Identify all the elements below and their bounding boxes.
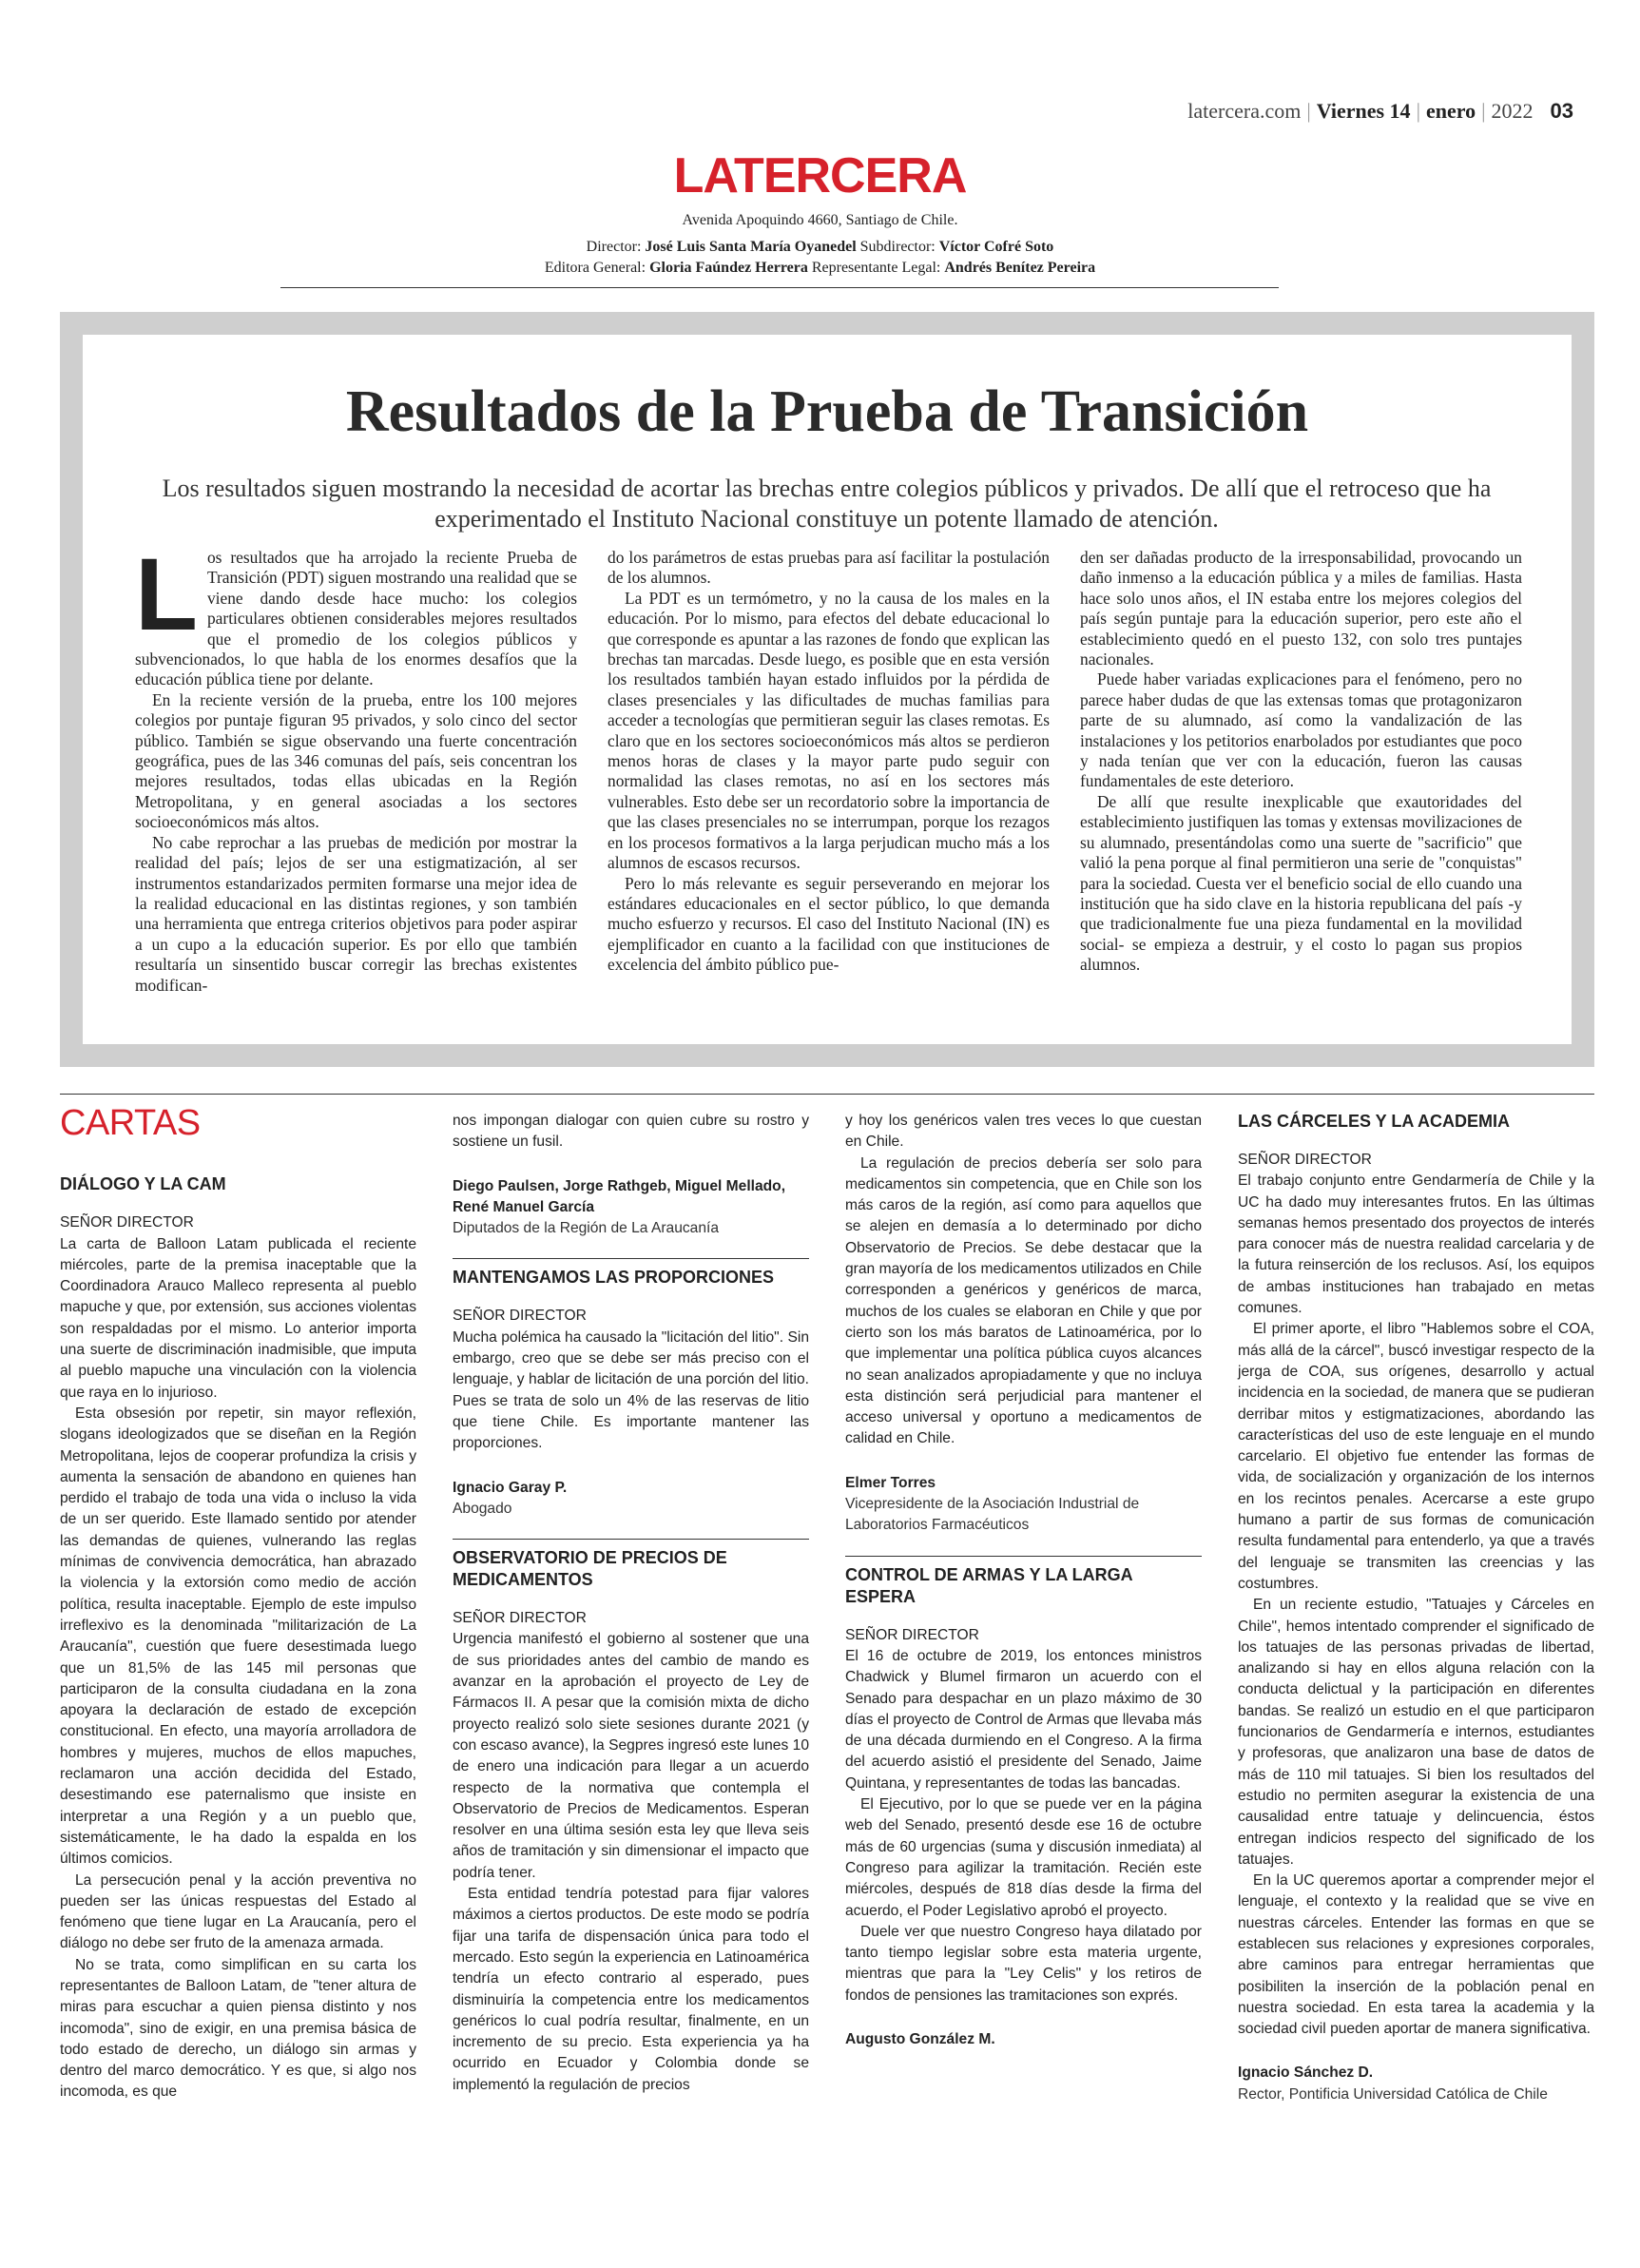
letter-signer-role: Diputados de la Región de La Araucanía xyxy=(453,1220,720,1237)
editorial-column-2 xyxy=(608,548,1050,996)
letter-paragraph: El 16 de octubre de 2019, los entonces ministros Chadwick y Blumel firmaron un acuerdo con el Senado para despachar en un plazo máximo de 30 días el proyecto de Control de Armas que llevaba más de una década durmiendo en el Congreso. A la firma del acuerdo asistió el presidente del Senado, Jaime Quintana, y representantes de todas las bancadas. xyxy=(845,1647,1202,1792)
editorial-subtitle: Los resultados siguen mostrando la necesidad de acortar las brechas entre colegios públicos y privados. De allí que el retroceso que ha experimentado el Instituto Nacional constituye un potente llamado de atención. xyxy=(162,475,1492,533)
cartas-column-1 xyxy=(60,1103,416,2105)
letter-title: CONTROL DE ARMAS Y LA LARGA ESPERA xyxy=(845,1564,1133,1606)
letter-paragraph: La persecución penal y la acción preventiva no pueden ser las únicas respuestas del Estado al fenómeno que tiene lugar en La Araucanía, pero el diálogo no debe ser fruto de la amenaza armada. xyxy=(60,1871,416,1952)
letter-signer: Elmer Torres xyxy=(845,1474,936,1491)
newspaper-logo: LATERCERA xyxy=(673,148,967,204)
drop-cap: L xyxy=(135,536,198,651)
letter-paragraph: El Ejecutivo, por lo que se puede ver en la página web del Senado, presentó desde ese 16 de octubre más de 60 urgencias (suma y discusión inmediata) al Congreso para agilizar la tramitación. Recién este miércoles, después de 818 días desde la firma del acuerdo, el Poder Legislativo aprobó el proyecto. xyxy=(845,1796,1202,1919)
masthead-address: Avenida Apoquindo 4660, Santiago de Chile. xyxy=(682,212,958,228)
letter-signer-role: Abogado xyxy=(453,1500,512,1517)
editorial-paragraph: En la reciente versión de la prueba, entre los 100 mejores colegios por puntaje figuran 95 privados, y solo cinco del sector público. También se sigue observando una fuerte concentración geográfica, pues de las 346 comunas del país, seis concentran los mejores resultados, todas ellas ubicadas en la Región Metropolitana, y en general asociadas a los sectores socioeconómicos más altos. xyxy=(135,689,577,832)
letter-paragraph: La carta de Balloon Latam publicada el reciente miércoles, parte de la premisa inaceptable que la Coordinadora Arauco Malleco representa al pueblo mapuche y que, por extensión, sus acciones violentas son respaldadas por el mismo. Lo anterior importa una suerte de discriminación inadmisible, que imputa al pueblo mapuche una vinculación con la violencia que raya en lo injurioso. xyxy=(60,1235,416,1401)
letter-salutation: SEÑOR DIRECTOR xyxy=(1238,1152,1372,1168)
letter-signer-role: Vicepresidente de la Asociación Industrial de Laboratorios Farmacéuticos xyxy=(845,1496,1140,1534)
editorial-paragraph: La PDT es un termómetro, y no la causa de los males en la educación. Por lo mismo, para efectos del debate educacional lo que corresponde es apuntar a las razones de fondo que explican las brechas tan marcadas. Desde luego, es posible que en esta versión los resultados también hayan estado influidos por la pérdida de clases presenciales y las dificultades de muchas familias para acceder a tecnologías que permitieran seguir las clases remotas. Es claro que en los sectores socioeconómicos más altos se perdieron menos horas de clases y la mayor parte pudo seguir con normalidad las clases remotas, no así en los sectores más vulnerables. Esto debe ser un recordatorio sobre la importancia de que las clases presenciales no se interrumpan, porque los rezagos en los procesos formativos a la larga perjudican mucho más a los alumnos de escasos recursos. xyxy=(608,588,1051,873)
letter-paragraph: y hoy los genéricos valen tres veces lo que cuestan en Chile. xyxy=(845,1113,1202,1151)
letter-salutation: SEÑOR DIRECTOR xyxy=(453,1610,587,1627)
header-month: enero xyxy=(1425,99,1476,123)
letter-title: LAS CÁRCELES Y LA ACADEMIA xyxy=(1238,1112,1511,1131)
letter-paragraph: En la UC queremos aportar a comprender mejor el lenguaje, el contexto y la realidad que se vive en nuestras cárceles. Entender las formas en que se establecen sus relaciones y expresiones corporales, abre caminos para entregar herramientas que posibiliten la inserción de la población penal en nuestra sociedad. En esta tarea la academia y la sociedad civil pueden aportar de manera significativa. xyxy=(1238,1872,1594,2038)
editorial-column-3 xyxy=(1080,548,1522,996)
editorial-column-1 xyxy=(135,536,577,996)
cartas-column-2 xyxy=(453,1111,809,2105)
page-number: 03 xyxy=(1550,99,1573,123)
letter-paragraph: nos impongan dialogar con quien cubre su rostro y sostiene un fusil. xyxy=(453,1113,809,1151)
section-divider xyxy=(60,1094,1594,1095)
letter-paragraph: Mucha polémica ha causado la "licitación del litio". Sin embargo, creo que se debe ser más preciso con el lenguaje, y hablar de licitación de una porción del litio. Pues se trata de solo un 4% de las reservas de litio que tiene Chile. Es importante mantener las proporciones. xyxy=(453,1328,809,1452)
editorial-paragraph: os resultados que ha arrojado la reciente Prueba de Transición (PDT) siguen mostrando una realidad que se viene dando desde hace mucho: los colegios particulares obtienen considerables mejores resultados que el promedio de los colegios públicos y subvencionados, lo que habla de los enormes desafíos que la educación pública tiene por delante. xyxy=(135,548,577,689)
letter-salutation: SEÑOR DIRECTOR xyxy=(60,1214,194,1231)
letter-paragraph: El primer aporte, el libro "Hablemos sobre el COA, más allá de la cárcel", buscó investigar respecto de la jerga de COA, sus orígenes, desarrollo y actual incidencia en la sociedad, de manera que se pudieran derribar mitos y estigmatizaciones, abordando las características del uso de este lenguaje en el mundo carcelario. El objetivo fue entender las formas de vida, de socialización y organización de los internos en los recintos penales. Acercarse a este grupo humano a partir de sus formas de comunicación resulta fundamental para entenderlo, ya que a través del lenguaje se transmiten las creencias y las costumbres. xyxy=(1238,1321,1594,1592)
letter-paragraph: Urgencia manifestó el gobierno al sostener que una de sus prioridades antes del cambio de mando es avanzar en la aprobación el proyecto de Ley de Fármacos II. A pesar que la comisión mixta de dicho proyecto realizó solo siete sesiones durante 2021 (y con escaso avance), la Segpres ingresó este lunes 10 de enero una indicación para llegar a un acuerdo respecto de la normativa que contempla el Observatorio de Precios de Medicamentos. Esperan resolver en una última sesión esta ley que lleva seis años de tramitación y sin dimensionar el impacto que podría tener. xyxy=(453,1631,809,1881)
letter-signers: Diego Paulsen, Jorge Rathgeb, Miguel Mellado, René Manuel García xyxy=(453,1177,786,1215)
masthead-divider xyxy=(280,287,1279,288)
header-year: 2022 xyxy=(1491,99,1534,123)
director-name: José Luis Santa María Oyanedel xyxy=(645,239,857,255)
letter-signer-role: Rector, Pontificia Universidad Católica de Chile xyxy=(1238,2085,1548,2103)
letter-paragraph: No se trata, como simplifican en su carta los representantes de Balloon Latam, de "tener altura de miras para escuchar a quien piensa distinto y nos incomoda", sino de exigir, en una premisa básica de todo estado de derecho, un diálogo sin armas y dentro del marco democrático. Y es que, si algo nos incomoda, es que xyxy=(60,1956,416,2101)
letter-signer: Ignacio Sánchez D. xyxy=(1238,2064,1374,2082)
header-day: Viernes 14 xyxy=(1316,99,1411,123)
page-header: latercera.com | Viernes 14 | enero | 2022 03 xyxy=(1187,99,1573,123)
letter-title: MANTENGAMOS LAS PROPORCIONES xyxy=(453,1268,775,1288)
letter-salutation: SEÑOR DIRECTOR xyxy=(453,1308,587,1325)
editorial-paragraph: den ser dañadas producto de la irresponsabilidad, provocando un daño inmenso a la educación pública y a miles de familias. Hasta hace solo unos años, el IN estaba entre los mejores colegios del país según puntaje para la educación superior, pero este año el establecimiento quedó en el puesto 132, con solo tres puntajes nacionales. xyxy=(1080,548,1522,669)
letter-paragraph: Duele ver que nuestro Congreso haya dilatado por tanto tiempo legislar sobre esta materia urgente, mientras que para la "Ley Celis" y los retiros de fondos de pensiones las tramitaciones son exprés. xyxy=(845,1923,1202,2004)
cartas-section-title: CARTAS xyxy=(60,1103,201,1143)
letter-signer: Ignacio Garay P. xyxy=(453,1479,568,1496)
site-name[interactable]: latercera.com xyxy=(1187,99,1302,123)
letter-salutation: SEÑOR DIRECTOR xyxy=(845,1626,979,1643)
editorial-paragraph: do los parámetros de estas pruebas para así facilitar la postulación de los alumnos. xyxy=(608,548,1050,588)
letter-divider xyxy=(453,1539,809,1540)
letter-paragraph: Esta entidad tendría potestad para fijar valores máximos a ciertos productos. De este modo se podría fijar una tarifa de dispensación única para todo el mercado. Esto según la experiencia en Latinoamérica tendría un efecto contrario al esperado, pues disminuiría la competencia entre los medicamentos genéricos lo cual podría resultar, finalmente, en un incremento de su precio. Esta experiencia ya ha ocurrido en Ecuador y Colombia donde se implementó la regulación de precios xyxy=(453,1886,809,2093)
letter-signer: Augusto González M. xyxy=(845,2030,995,2047)
masthead xyxy=(0,147,1640,279)
editora-name: Gloria Faúndez Herrera xyxy=(649,260,808,276)
cartas-section xyxy=(60,1103,1594,2105)
cartas-column-3 xyxy=(845,1111,1202,2105)
subdirector-name: Víctor Cofré Soto xyxy=(938,239,1054,255)
cartas-column-4 xyxy=(1238,1111,1594,2105)
editorial-paragraph: No cabe reprochar a las pruebas de medición por mostrar la realidad del país; lejos de ser una estigmatización, al ser instrumentos estandarizados permiten formarse una mejor idea de la realidad educacional en las distintas regiones, y son también una herramienta que entrega criterios objetivos para poder aspirar a un cupo a la educación superior. Es por ello que también resultaría un sinsentido buscar corregir las brechas existentes modifican- xyxy=(135,832,577,995)
letter-paragraph: Esta obsesión por repetir, sin mayor reflexión, slogans ideologizados que se diseñan en la Región Metropolitana, lejos de cooperar profundiza la crisis y aumenta la sensación de abandono en quienes han perdido el trabajo de toda una vida o incluso la vida de un ser querido. Este llamado sentido por atender las demandas de quienes, vulnerando las reglas mínimas de convivencia democrática, han abrazado la violencia y la extorsión como medio de acción política, resulta inaceptable. Ejemplo de este impulso irreflexivo es la denominada "militarización de La Araucanía", cuestión que fuere desestimada luego que un 81,5% de las 145 mil personas que participaron de la consulta ciudadana en la zona apoyara la declaración de estado de excepción constitucional. En efecto, una mayoría arrolladora de hombres y mujeres, muchos de ellos mapuches, reclamaron una acción decidida del Estado, desestimando ese paternalismo que insiste en interpretar a una Región y a un pueblo que, sistemáticamente, le ha dado la espalda en los últimos comicios. xyxy=(60,1405,416,1868)
masthead-directors: Director: José Luis Santa María Oyanedel Subdirector: Víctor Cofré Soto xyxy=(586,239,1054,255)
editorial-paragraph: Pero lo más relevante es seguir perseverando en mejorar los estándares educacionales en el sector público, lo que demanda mucho esfuerzo y recursos. El caso del Instituto Nacional (IN) es ejemplificador en cuanto a la facilidad con que instituciones de excelencia del ámbito público pue- xyxy=(608,873,1050,975)
editorial-inner xyxy=(83,335,1572,1044)
letter-title: DIÁLOGO Y LA CAM xyxy=(60,1174,226,1194)
editorial-columns xyxy=(135,536,1523,996)
letter-paragraph: El trabajo conjunto entre Gendarmería de Chile y la UC ha dado muy interesantes frutos. En las últimas semanas hemos presentado dos proyectos de interés para conocer más de nuestra realidad carcelaria y de la futura reinserción de los reclusos. Así, los equipos de ambas instituciones han trabajado en metas comunes. xyxy=(1238,1173,1594,1317)
editorial-title: Resultados de la Prueba de Transición xyxy=(345,379,1309,444)
editorial-box xyxy=(60,312,1594,1067)
letter-title: OBSERVATORIO DE PRECIOS DE MEDICAMENTOS xyxy=(453,1548,727,1590)
editorial-paragraph: Puede haber variadas explicaciones para el fenómeno, pero no parece haber dudas de que las extensas tomas que protagonizaron parte de su alumnado, así como la vandalización de las instalaciones y los petitorios enarbolados por estudiantes que poco y nada tenían que ver con la educación, fueron las causas fundamentales de este deterioro. xyxy=(1080,669,1522,791)
letter-paragraph: En un reciente estudio, "Tatuajes y Cárceles en Chile", hemos intentado comprender el significado de los tatuajes de las personas privadas de libertad, analizando si hay en ellos alguna relación con la conducta delictual y la participación en diferentes bandas. Se realizó un estudio en el que participaron funcionarios de Gendarmería e internos, estudiantes y profesoras, que analizaron una base de datos de más de 110 mil tatuajes. Si bien los resultados del estudio no permiten asegurar la existencia de una causalidad entre tatuaje y delincuencia, éstos entregan indicios respecto del significado de los tatuajes. xyxy=(1238,1597,1594,1868)
masthead-editors: Editora General: Gloria Faúndez Herrera Representante Legal: Andrés Benítez Pereira xyxy=(544,260,1096,276)
letter-divider xyxy=(845,1556,1202,1557)
editorial-paragraph: De allí que resulte inexplicable que exautoridades del establecimiento justifiquen las tomas y extensas movilizaciones de su alumnado, presentándolas como una suerte de "sacrificio" que valió la pena porque al final permitieron una serie de "conquistas" para la sociedad. Cuesta ver el beneficio social de ello cuando una institución que ha sido clave en la historia republicana del país -y que tradicionalmente fue una pieza fundamental en la movilidad social- se empieza a destruir, y el costo lo pagan sus propios alumnos. xyxy=(1080,791,1522,975)
representante-name: Andrés Benítez Pereira xyxy=(944,260,1096,276)
letter-divider xyxy=(453,1258,809,1259)
letter-paragraph: La regulación de precios debería ser solo para medicamentos sin competencia, que en Chile son los más caros de la región, así como para aquellos que se alejen en demasía a lo determinado por dicho Observatorio de Precios. Se debe destacar que la gran mayoría de los medicamentos utilizados en Chile corresponden a genéricos y genéricos de marca, muchos de los cuales se elaboran en Chile y que por cierto son los más baratos de Latinoamérica, por lo que implementar una política pública cuyos alcances no sean analizados apropiadamente y que no incluya esta distinción será perjudicial para mantener el acceso universal y oportuno a medicamentos de calidad en Chile. xyxy=(845,1154,1202,1447)
